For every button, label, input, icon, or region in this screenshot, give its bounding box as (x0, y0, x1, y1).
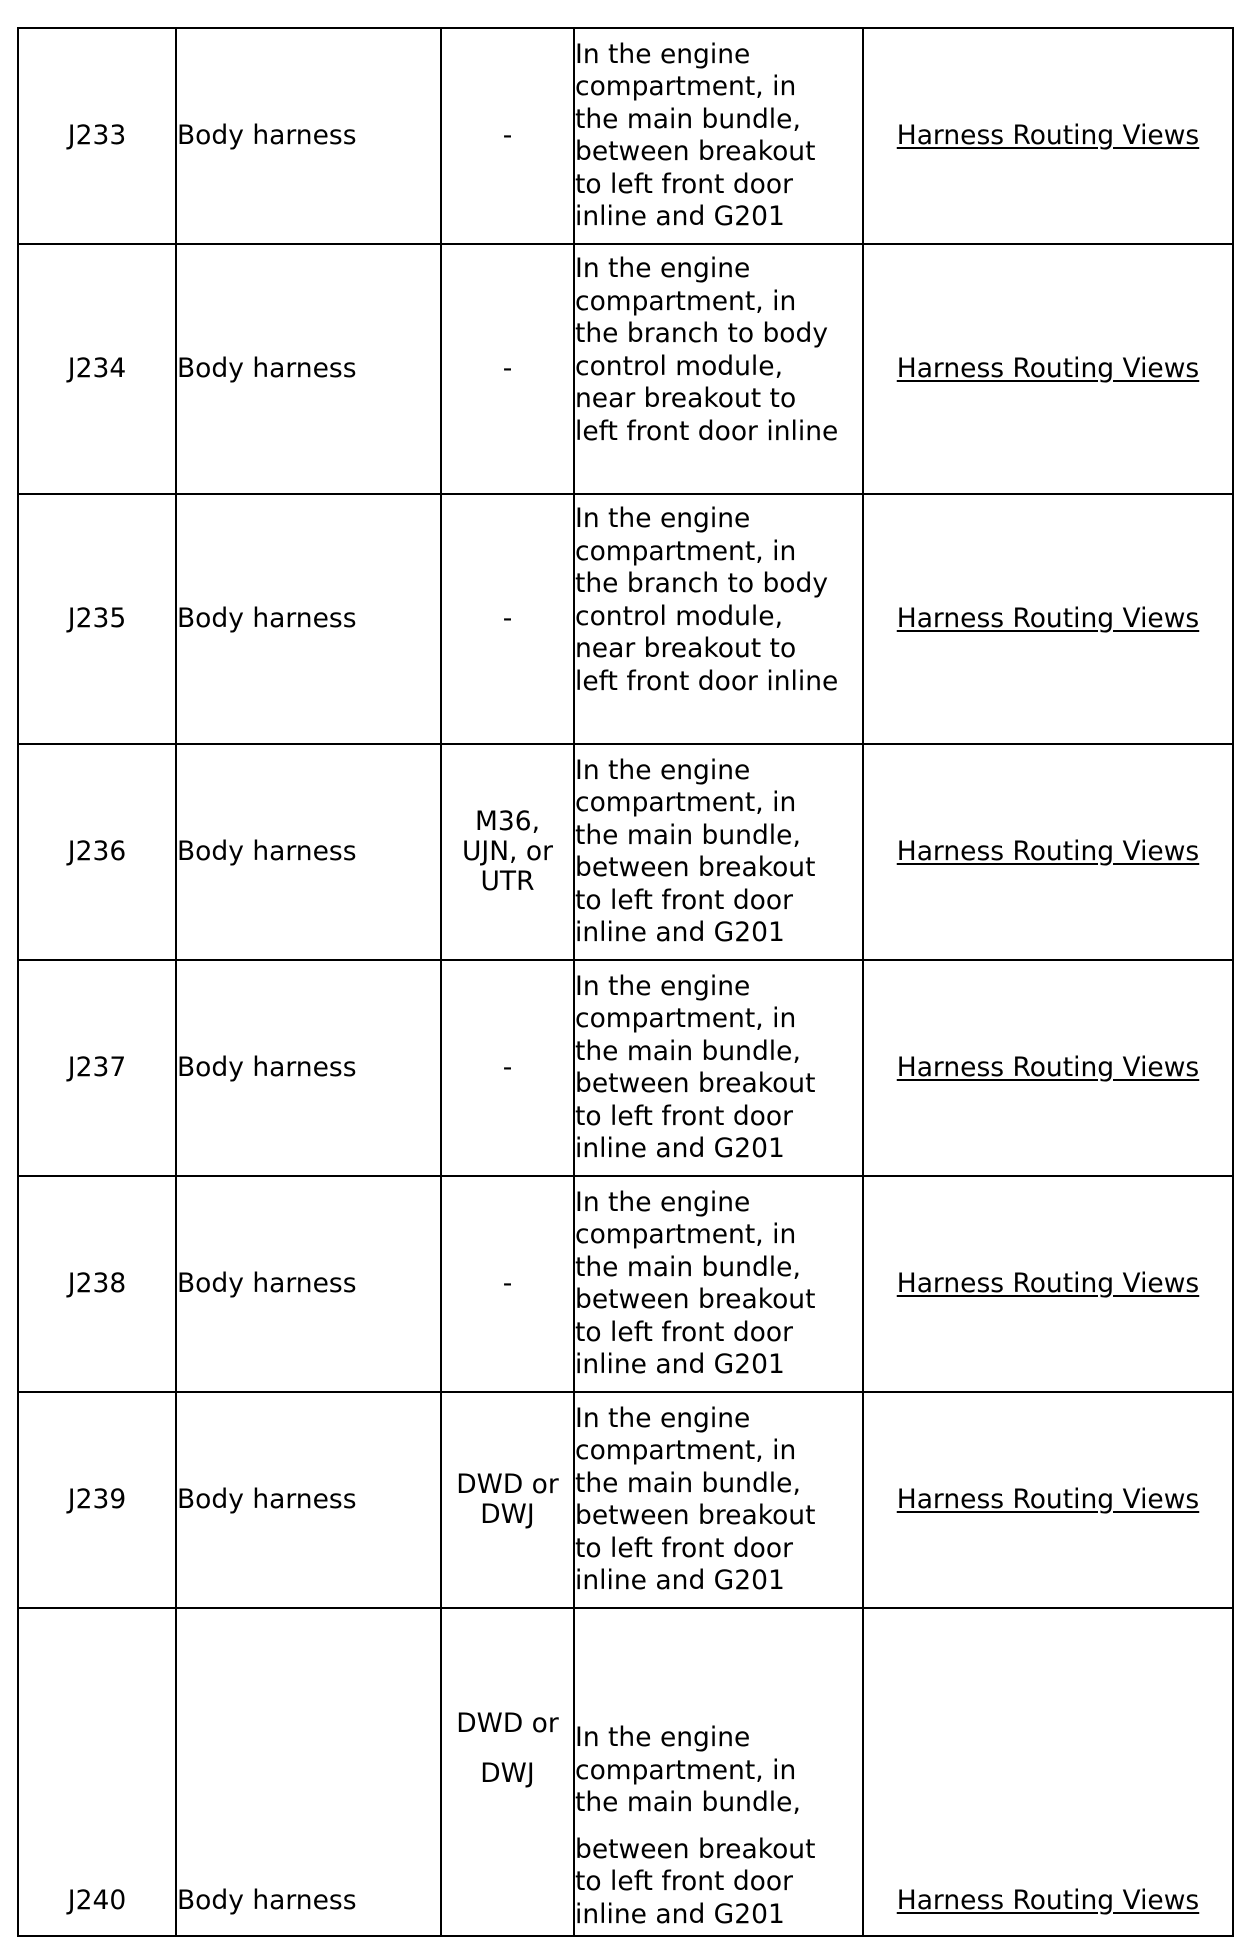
splice-id: J237 (18, 960, 176, 1176)
table-row (18, 244, 1233, 494)
table-row (18, 744, 1233, 960)
routing-link-cell (863, 1608, 1233, 1936)
location-description: In the engine compartment, in the branch to body control module, near breakout to left front door inline (574, 494, 863, 744)
harness-name: Body harness (176, 1176, 441, 1392)
splice-id: J235 (18, 494, 176, 744)
harness-name: Body harness (176, 1392, 441, 1608)
harness-name: Body harness (176, 744, 441, 960)
option-code: - (441, 494, 574, 744)
routing-link-cell (863, 960, 1233, 1176)
harness-name: Body harness (176, 28, 441, 244)
location-description: In the engine compartment, in the main bundle, between breakout to left front door inline and G201 (574, 744, 863, 960)
harness-routing-views-link[interactable]: Harness Routing Views (896, 835, 1200, 867)
table-row (18, 494, 1233, 744)
routing-link-cell (863, 244, 1233, 494)
harness-name: Body harness (176, 1608, 441, 1936)
harness-routing-views-link[interactable]: Harness Routing Views (896, 1267, 1200, 1299)
option-code: - (441, 28, 574, 244)
splice-id: J236 (18, 744, 176, 960)
table-row (18, 1608, 1233, 1936)
routing-link-cell (863, 494, 1233, 744)
location-description: In the engine compartment, in the main bundle, between breakout to left front door inline and G201 (574, 1176, 863, 1392)
option-code: - (441, 1176, 574, 1392)
harness-routing-views-link[interactable]: Harness Routing Views (896, 119, 1200, 151)
harness-name: Body harness (176, 494, 441, 744)
splice-pack-table (17, 27, 1234, 1937)
table-row (18, 28, 1233, 244)
routing-link-cell (863, 1176, 1233, 1392)
option-code: DWD or DWJ (441, 1608, 574, 1936)
harness-name: Body harness (176, 244, 441, 494)
harness-name: Body harness (176, 960, 441, 1176)
location-description: In the engine compartment, in the main bundle, between breakout to left front door inline and G201 (574, 960, 863, 1176)
routing-link-cell (863, 1392, 1233, 1608)
location-description: In the engine compartment, in the main bundle, between breakout to left front door inline and G201 (574, 1392, 863, 1608)
routing-link-cell (863, 744, 1233, 960)
harness-routing-views-link[interactable]: Harness Routing Views (896, 1884, 1200, 1916)
harness-routing-views-link[interactable]: Harness Routing Views (896, 602, 1200, 634)
splice-id: J233 (18, 28, 176, 244)
table-row (18, 960, 1233, 1176)
option-code: - (441, 244, 574, 494)
splice-id: J234 (18, 244, 176, 494)
splice-id: J239 (18, 1392, 176, 1608)
table-row (18, 1176, 1233, 1392)
splice-id: J238 (18, 1176, 176, 1392)
harness-routing-views-link[interactable]: Harness Routing Views (896, 1051, 1200, 1083)
location-description: In the engine compartment, in the branch to body control module, near breakout to left front door inline (574, 244, 863, 494)
splice-id: J240 (18, 1608, 176, 1936)
harness-routing-views-link[interactable]: Harness Routing Views (896, 352, 1200, 384)
location-description: In the engine compartment, in the main bundle, between breakout to left front door inline and G201 (574, 28, 863, 244)
option-code: DWD or DWJ (441, 1392, 574, 1608)
routing-link-cell (863, 28, 1233, 244)
table-row (18, 1392, 1233, 1608)
option-code: - (441, 960, 574, 1176)
location-description: In the engine compartment, in the main bundle, between breakout to left front door inline and G201 (574, 1608, 863, 1936)
option-code: M36, UJN, or UTR (441, 744, 574, 960)
harness-routing-views-link[interactable]: Harness Routing Views (896, 1483, 1200, 1515)
